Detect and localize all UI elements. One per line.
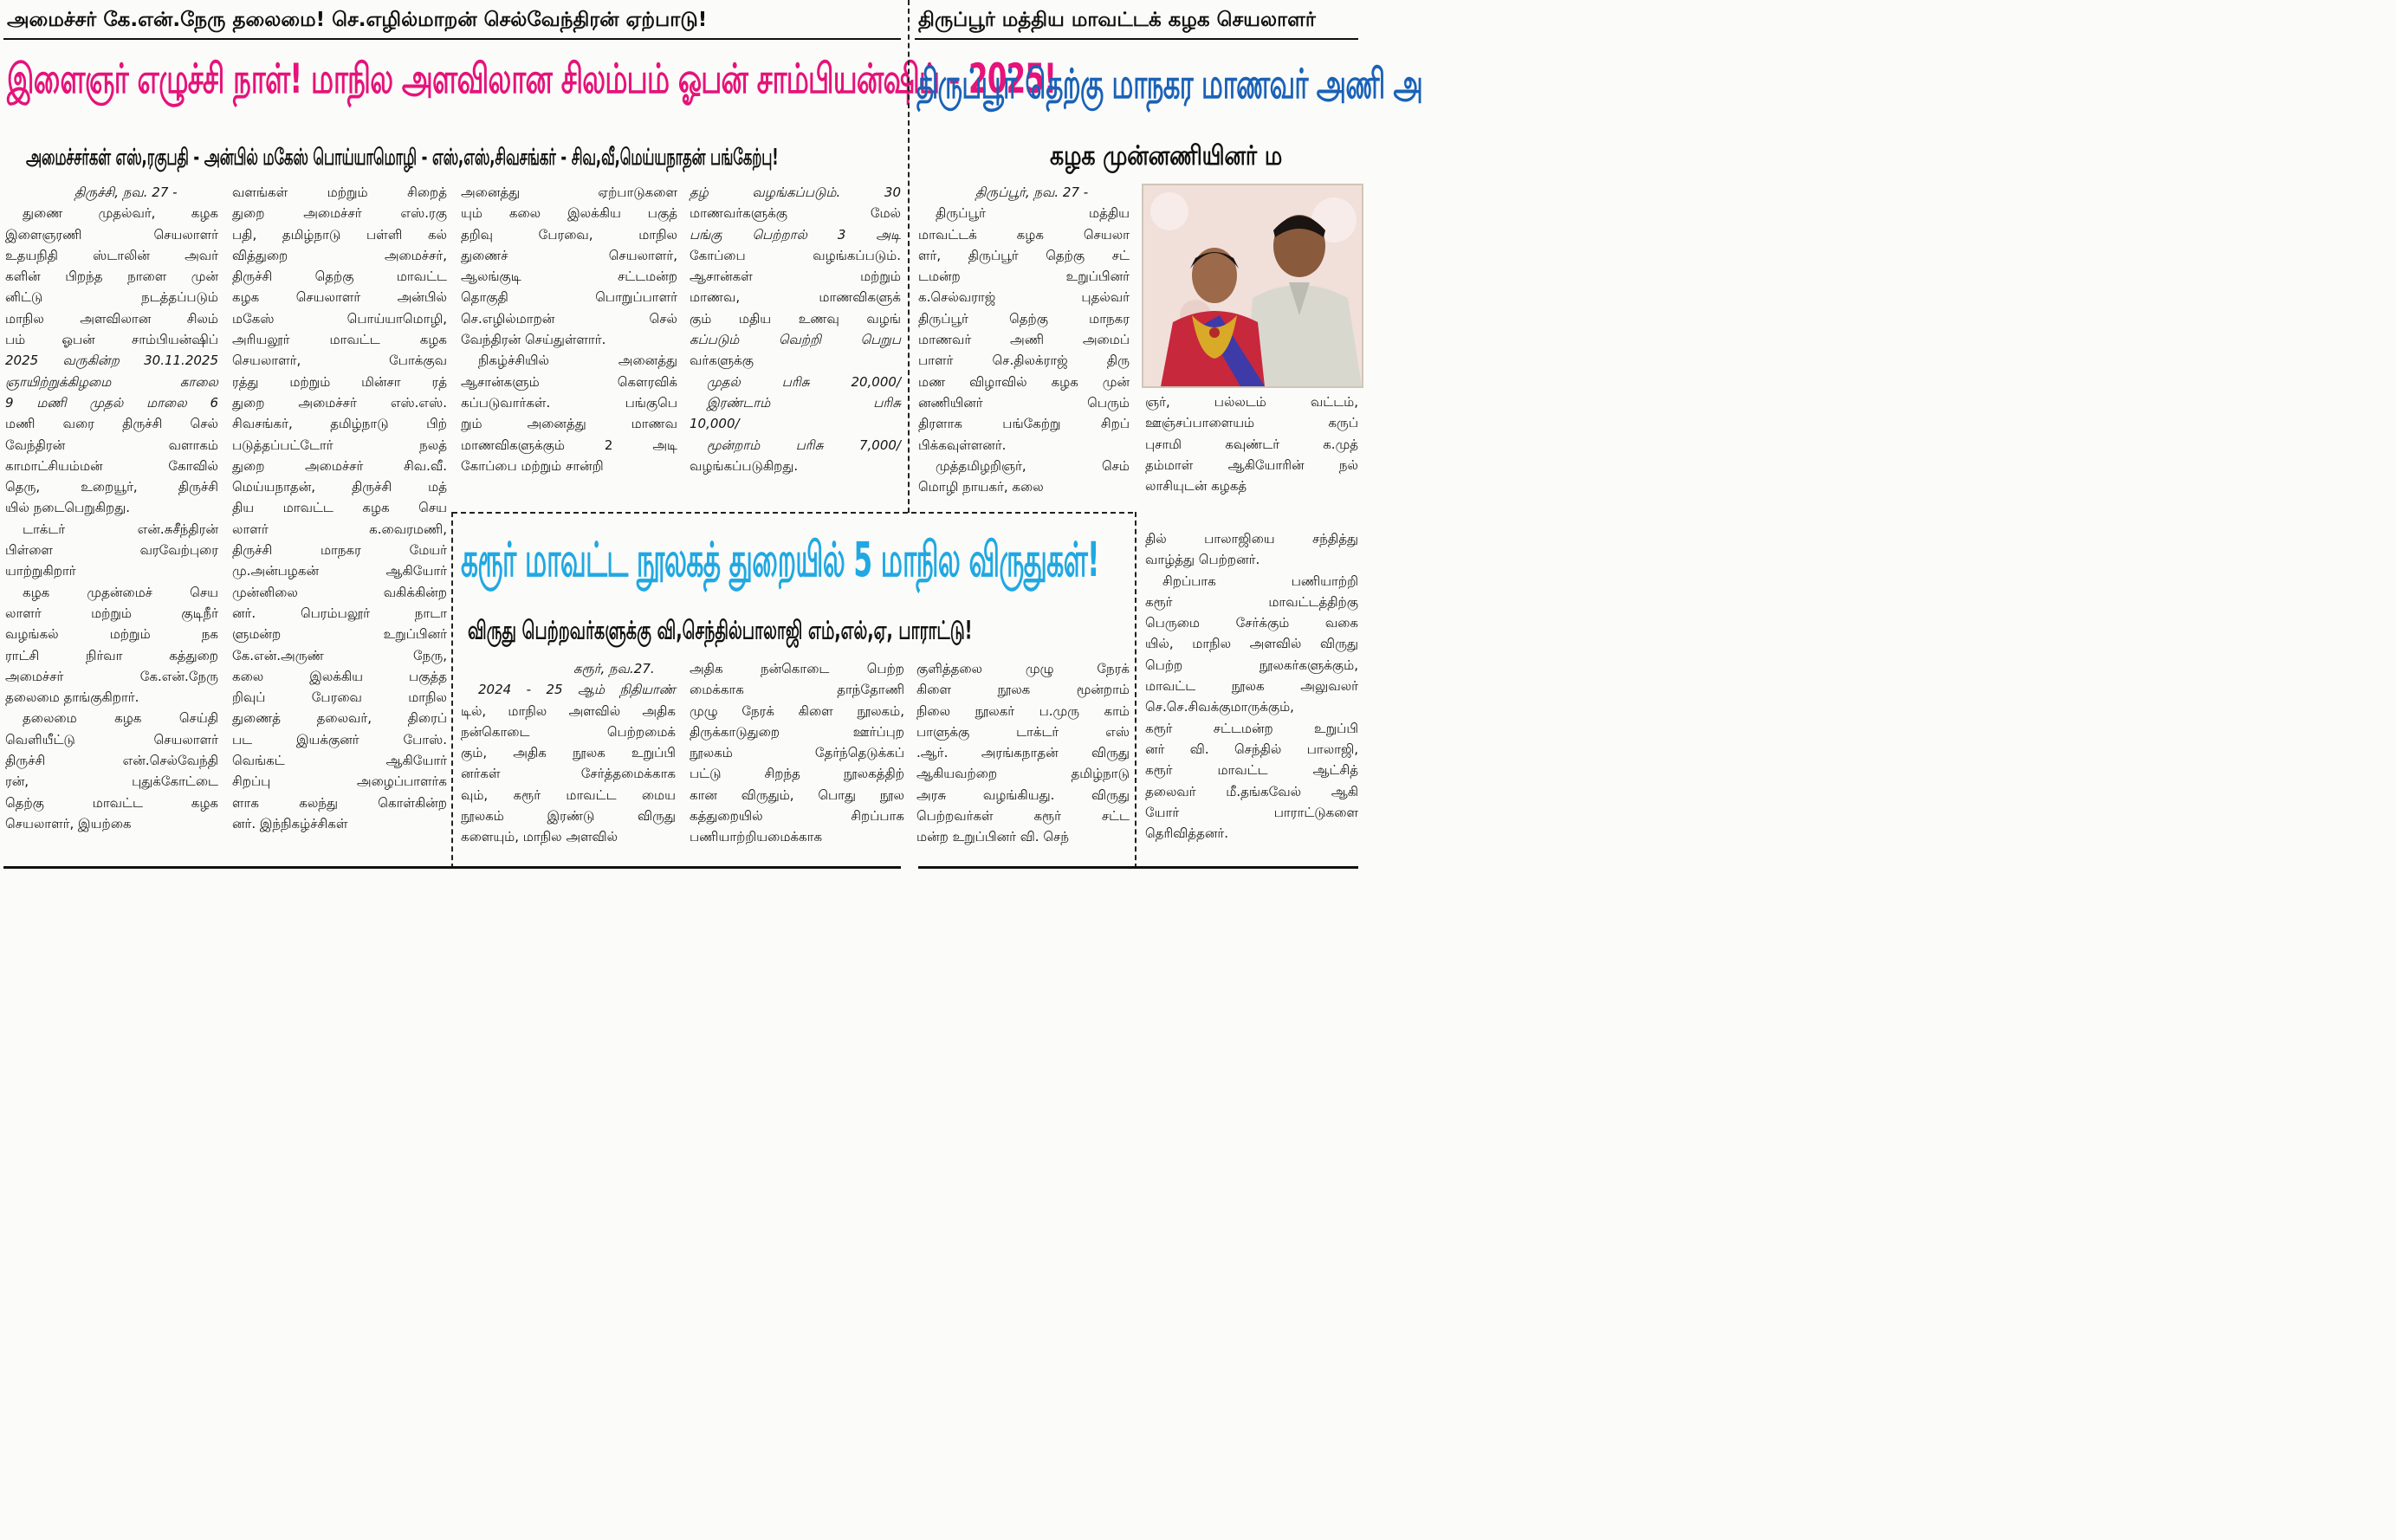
- text-line: குளித்தலை முழு நேரக்: [916, 661, 1130, 676]
- text-line: மாநில அளவிலான சிலம்: [5, 310, 218, 327]
- left-col3-lines: [461, 182, 677, 476]
- right-subheadline: கழக முன்னணியினர் ம: [1050, 139, 1283, 171]
- karur-column-2: [690, 658, 904, 866]
- text-line: நிலை நூலகர் ப.முரு காம்: [916, 702, 1130, 719]
- text-line: ராட்சி நிர்வா கத்துறை: [5, 647, 218, 663]
- text-line: ரத்து மற்றும் மின்சா ரத்: [232, 373, 447, 390]
- text-line: பட்டு சிறந்த நூலகத்திற்: [690, 766, 904, 782]
- text-line: வும், கரூர் மாவட்ட மைய: [461, 786, 676, 803]
- text-line: மாணவர்களுக்கு மேல்: [690, 205, 901, 222]
- karur-top-divider: [452, 512, 1133, 514]
- text-line: லாளர் மற்றும் குடிநீர்: [5, 605, 218, 621]
- left-col2-lines: [232, 182, 447, 834]
- text-line: 2025 வருகின்ற 30.11.2025: [5, 353, 218, 369]
- text-line: றிவுப் பேரவை மாநில: [232, 689, 447, 706]
- text-line: பதி, தமிழ்நாடு பள்ளி கல்: [232, 226, 447, 243]
- text-line: துறை அமைச்சர் எஸ்.ரகு: [232, 205, 447, 222]
- text-line: னணியினர் பெரும்: [918, 394, 1130, 411]
- karur-right-divider: [1135, 512, 1136, 869]
- text-line: யும் கலை இலக்கிய பகுத்: [461, 205, 677, 222]
- text-line: பெற்ற நூலகர்களுக்கும்,: [1145, 657, 1358, 673]
- text-line: ஞாயிற்றுக்கிழமை காலை: [5, 373, 218, 390]
- karur-left-divider: [451, 512, 453, 869]
- text-line: அரியலூர் மாவட்ட கழக: [232, 332, 447, 348]
- text-line: பெற்றவர்கள் கரூர் சட்ட: [916, 808, 1130, 825]
- text-line: வளங்கள் மற்றும் சிறைத்: [232, 184, 447, 200]
- text-line: தெற்கு மாவட்ட கழக: [5, 794, 218, 811]
- text-line: மாவட்டக் கழக செயலா: [918, 226, 1130, 243]
- right-headline: திருப்பூர் தெற்கு மாநகர மாணவர் அணி அ: [916, 60, 1422, 108]
- text-line: ஆலங்குடி சட்டமன்ற: [461, 269, 677, 285]
- text-line: புசாமி கவுண்டர் க.முத்: [1145, 436, 1358, 452]
- text-line: களையும், மாநில அளவில்: [461, 829, 618, 845]
- karur-subheadline: விருது பெற்றவர்களுக்கு வி,செந்தில்பாலாஜி எம்,எல்,ஏ, பாராட்டு!: [468, 616, 973, 646]
- text-line: மன்ற உறுப்பினர் வி. செந்: [916, 829, 1069, 845]
- bottom-rule-right: [918, 866, 1358, 869]
- text-line: கழக முதன்மைச் செய: [23, 584, 218, 600]
- text-line: திருப்பூர் மத்திய: [936, 205, 1130, 222]
- text-line: ஊஞ்சப்பாளையம் கருப்: [1145, 415, 1358, 431]
- wedding-couple-illustration: [1143, 185, 1362, 386]
- text-line: ஆசான்களும் கௌரவிக்: [461, 373, 677, 390]
- text-line: திருச்சி தெற்கு மாவட்ட: [232, 269, 447, 285]
- text-line: மெய்யநாதன், திருச்சி மத்: [232, 479, 447, 495]
- text-line: கப்படுவார்கள். பங்குபெ: [461, 394, 677, 411]
- text-line: துறை அமைச்சர் சிவ.வீ.: [232, 457, 447, 474]
- text-line: மண விழாவில் கழக முன்: [918, 373, 1130, 390]
- text-line: களின் பிறந்த நாளை முன்: [5, 269, 218, 285]
- text-line: கோப்பை மற்றும் சான்றி: [461, 457, 604, 474]
- text-line: வெங்கட் ஆகியோர்: [232, 753, 447, 769]
- text-line: கரூர் மாவட்ட ஆட்சித்: [1145, 762, 1358, 779]
- text-line: மகேஸ் பொய்யாமொழி,: [232, 310, 447, 327]
- text-line: ஆசான்கள் மற்றும்: [690, 269, 901, 285]
- text-line: கலை இலக்கிய பகுத்த: [232, 668, 447, 684]
- left-col4-lines: [690, 182, 901, 476]
- text-line: பிள்ளை வரவேற்புரை: [5, 542, 218, 559]
- text-line: 2024 - 25 ஆம் நிதியாண்: [478, 682, 676, 698]
- text-line: அமைச்சர் கே.என்.நேரு: [5, 668, 218, 684]
- text-line: மணி வரை திருச்சி செல்: [5, 416, 218, 432]
- text-line: யில், மாநில அளவில் விருது: [1145, 636, 1358, 652]
- left-headline: இளைஞர் எழுச்சி நாள்! மாநில அளவிலான சிலம்பம் ஓபன் சாம்பியன்ஷிப் - 2025!: [7, 55, 1057, 103]
- text-line: தெரு, உறையூர், திருச்சி: [5, 479, 218, 495]
- text-line: டமன்ற உறுப்பினர்: [918, 269, 1130, 285]
- text-line: இரண்டாம் பரிசு: [707, 394, 901, 411]
- text-line: திருச்சி மாநகர மேயர்: [232, 542, 447, 559]
- text-line: றும் அனைத்து மாணவ: [461, 416, 677, 432]
- left-subheadline: அமைச்சர்கள் எஸ்,ரகுபதி - அன்பில் மகேஸ் பொய்யாமொழி - எஸ்,எஸ்,சிவசங்கர் - சிவ,வீ,மெய்யநாதன் பங்கேற்பு!: [26, 145, 779, 171]
- text-line: மாணவ, மாணவிகளுக்: [690, 289, 901, 306]
- text-line: டில், மாநில அளவில் அதிக: [461, 702, 676, 719]
- text-line: கரூர், நவ.27.: [573, 661, 655, 676]
- text-line: 10,000/: [690, 416, 740, 432]
- text-line: நூலகம் இரண்டு விருது: [461, 808, 676, 825]
- karur-col4-lines: [1145, 528, 1358, 844]
- text-line: வேந்திரன் வளாகம்: [5, 437, 218, 453]
- text-line: நூலகம் தேர்ந்தெடுக்கப்: [690, 745, 904, 761]
- text-line: கரூர் மாவட்டத்திற்கு: [1145, 593, 1358, 610]
- text-line: கழக செயலாளர் அன்பில்: [232, 289, 447, 306]
- text-line: பணியாற்றியமைக்காக: [690, 829, 823, 845]
- right-column-1: [918, 182, 1130, 502]
- text-line: னர்கள் சேர்த்தமைக்காக: [461, 766, 676, 782]
- text-line: வர்களுக்கு: [690, 353, 754, 369]
- text-line: முழு நேரக் கிளை நூலகம்,: [690, 702, 904, 719]
- text-line: பிக்கவுள்ளனர்.: [918, 437, 1007, 453]
- bottom-rule-left: [3, 866, 901, 869]
- text-line: பங்கு பெற்றால் 3 அடி: [690, 226, 901, 243]
- right-col1-lines: [918, 182, 1130, 497]
- text-line: கே.என்.அருண் நேரு,: [232, 647, 447, 663]
- text-line: மாணவர் அணி அமைப்: [918, 332, 1130, 348]
- text-line: பாளர் செ.திலக்ராஜ் திரு: [918, 353, 1130, 369]
- left-column-3: [461, 182, 677, 494]
- karur-col3-lines: [916, 658, 1130, 848]
- karur-headline: கரூர் மாவட்ட நூலகத் துறையில் 5 மாநில விருதுகள்!: [461, 532, 1099, 588]
- page-center-divider: [908, 0, 910, 513]
- text-line: செயலாளர், போக்குவ: [232, 353, 447, 369]
- text-line: முதல் பரிசு 20,000/: [707, 373, 901, 390]
- text-line: மூன்றாம் பரிசு 7,000/: [707, 437, 901, 453]
- text-line: பட இயக்குனர் போஸ்.: [232, 731, 447, 747]
- text-line: துணைத் தலைவர், திரைப்: [232, 710, 447, 727]
- text-line: கும் மதிய உணவு வழங்: [690, 310, 901, 327]
- text-line: அதிக நன்கொடை பெற்ற: [690, 661, 904, 676]
- text-line: மு.அன்பழகன் ஆகியோர்: [232, 563, 447, 579]
- text-line: கரூர் சட்டமன்ற உறுப்பி: [1145, 720, 1358, 736]
- text-line: ஞர், பல்லடம் வட்டம்,: [1145, 394, 1358, 410]
- text-line: திய மாவட்ட கழக செய: [232, 500, 447, 516]
- text-line: படுத்தப்பட்டோர் நலத்: [232, 437, 447, 453]
- left-col1-lines: [5, 182, 218, 834]
- text-line: கும், அதிக நூலக உறுப்பி: [461, 745, 676, 761]
- left-kicker: அமைச்சர் கே.என்.நேரு தலைமை! செ.எழில்மாறன் செல்வேந்திரன் ஏற்பாடு!: [7, 9, 708, 31]
- text-line: ஆகியவற்றை தமிழ்நாடு: [916, 766, 1130, 782]
- karur-column-4: [1145, 528, 1358, 866]
- text-line: திருச்சி, நவ. 27 -: [74, 184, 178, 200]
- right-column-2: [1145, 391, 1358, 504]
- karur-col1-lines: [461, 658, 676, 848]
- text-line: தில் பாலாஜியை சந்தித்து: [1145, 531, 1358, 547]
- karur-col2-lines: [690, 658, 904, 848]
- text-line: தறிவு பேரவை, மாநில: [461, 226, 677, 243]
- text-line: னிட்டு நடத்தப்படும்: [5, 289, 218, 306]
- text-line: திருப்பூர், நவ. 27 -: [975, 184, 1089, 200]
- text-line: திருச்சி என்.செல்வேந்தி: [5, 753, 218, 769]
- text-line: லாசியுடன் கழகத்: [1145, 478, 1247, 495]
- left-column-4: [690, 182, 901, 494]
- text-line: நிகழ்ச்சியில் அனைத்து: [478, 353, 677, 369]
- right-col2-lines: [1145, 391, 1358, 496]
- left-column-1: [5, 182, 218, 866]
- text-line: தம்மாள் ஆகியோரின் நல்: [1145, 456, 1358, 473]
- text-line: ரன், புதுக்கோட்டை: [5, 773, 218, 790]
- text-line: வெளியீட்டு செயலாளர்: [5, 731, 218, 747]
- text-line: .ஆர். அரங்கநாதன் விருது: [916, 745, 1130, 761]
- karur-column-1: [461, 658, 676, 866]
- text-line: னர். இந்நிகழ்ச்சிகள்: [232, 815, 348, 831]
- text-line: பாளுக்கு டாக்டர் எஸ்: [916, 723, 1130, 740]
- text-line: வாழ்த்து பெற்றனர்.: [1145, 552, 1260, 568]
- text-line: திரளாக பங்கேற்று சிறப்: [918, 416, 1130, 432]
- text-line: டாக்டர் என்.சுசீந்திரன்: [23, 521, 218, 537]
- text-line: சிவசங்கர், தமிழ்நாடு பிற்: [232, 416, 447, 432]
- text-line: செயலாளர், இயற்கை: [5, 815, 132, 831]
- text-line: முத்தமிழறிஞர், செம்: [936, 457, 1130, 474]
- text-line: வித்துறை அமைச்சர்,: [232, 247, 447, 263]
- left-column-2: [232, 182, 447, 866]
- text-line: னர் வி. செந்தில் பாலாஜி,: [1145, 741, 1358, 757]
- text-line: தலைமை தாங்குகிறார்.: [5, 689, 139, 706]
- text-line: சிறப்பாக பணியாற்றி: [1162, 573, 1358, 589]
- text-line: திருப்பூர் தெற்கு மாநகர: [918, 310, 1130, 327]
- text-line: திருக்காடுதுறை ஊர்ப்புற: [690, 723, 904, 740]
- text-line: நன்கொடை பெற்றமைக்: [461, 723, 676, 740]
- text-line: மாவட்ட நூலக அலுவலர்: [1145, 678, 1358, 695]
- text-line: மைக்காக தாந்தோணி: [690, 682, 904, 698]
- text-line: கிளை நூலக மூன்றாம்: [916, 682, 1130, 698]
- text-line: அனைத்து ஏற்பாடுகளை: [461, 184, 677, 200]
- text-line: துணைச் செயலாளர்,: [461, 247, 677, 263]
- text-line: கோப்பை வழங்கப்படும்.: [690, 247, 901, 263]
- text-line: தலைவர் மீ.தங்கவேல் ஆகி: [1145, 783, 1358, 799]
- text-line: முன்னிலை வகிக்கின்ற: [232, 584, 447, 600]
- text-line: கான விருதும், பொது நூல: [690, 786, 904, 803]
- text-line: துணை முதல்வர், கழக: [23, 205, 218, 222]
- text-line: செ.எழில்மாறன் செல்: [461, 310, 677, 327]
- text-line: வழங்கல் மற்றும் நக: [5, 626, 218, 643]
- text-line: கத்துறையில் சிறப்பாக: [690, 808, 904, 825]
- karur-column-3: [916, 658, 1130, 866]
- text-line: வேந்திரன் செய்துள்ளார்.: [461, 332, 606, 348]
- text-line: தெரிவித்தனர்.: [1145, 825, 1228, 842]
- text-line: பம் ஓபன் சாம்பியன்ஷிப்: [5, 332, 218, 348]
- text-line: துறை அமைச்சர் எஸ்.எஸ்.: [232, 394, 447, 411]
- wedding-photo: [1142, 184, 1363, 388]
- text-line: லாளர் க.வைரமணி,: [232, 521, 447, 537]
- text-line: ளுமன்ற உறுப்பினர்: [232, 626, 447, 643]
- right-kicker-rule: [915, 38, 1358, 40]
- text-line: தழ் வழங்கப்படும். 30: [690, 184, 901, 200]
- text-line: காமாட்சியம்மன் கோவில்: [5, 457, 218, 474]
- text-line: யில் நடைபெறுகிறது.: [5, 500, 131, 516]
- text-line: கப்படும் வெற்றி பெறுப: [690, 332, 901, 348]
- text-line: சிறப்பு அழைப்பாளர்க: [232, 773, 447, 790]
- text-line: இளைஞரணி செயலாளர்: [5, 226, 218, 243]
- text-line: யோர் பாராட்டுகளை: [1145, 804, 1358, 820]
- text-line: தலைமை கழக செய்தி: [23, 710, 218, 727]
- text-line: ளாக கலந்து கொள்கின்ற: [232, 794, 447, 811]
- text-line: உதயநிதி ஸ்டாலின் அவர்: [5, 247, 218, 263]
- text-line: செ.செ.சிவக்குமாருக்கும்,: [1145, 699, 1294, 715]
- text-line: ளர், திருப்பூர் தெற்கு சட்: [918, 247, 1130, 263]
- text-line: க.செல்வராஜ் புதல்வர்: [918, 289, 1130, 306]
- text-line: வழங்கப்படுகிறது.: [690, 457, 799, 474]
- text-line: மொழி நாயகர், கலை: [918, 479, 1044, 495]
- right-kicker: திருப்பூர் மத்திய மாவட்டக் கழக செயலாளர்: [918, 9, 1316, 31]
- text-line: அரசு வழங்கியது. விருது: [916, 786, 1130, 803]
- text-line: 9 மணி முதல் மாலை 6: [5, 394, 218, 411]
- text-line: யாற்றுகிறார்: [5, 563, 76, 579]
- text-line: பெருமை சேர்க்கும் வகை: [1145, 615, 1358, 631]
- left-kicker-rule: [3, 38, 901, 40]
- text-line: னர். பெரம்பலூர் நாடா: [232, 605, 447, 621]
- text-line: தொகுதி பொறுப்பாளர்: [461, 289, 677, 306]
- text-line: மாணவிகளுக்கும் 2 அடி: [461, 437, 677, 453]
